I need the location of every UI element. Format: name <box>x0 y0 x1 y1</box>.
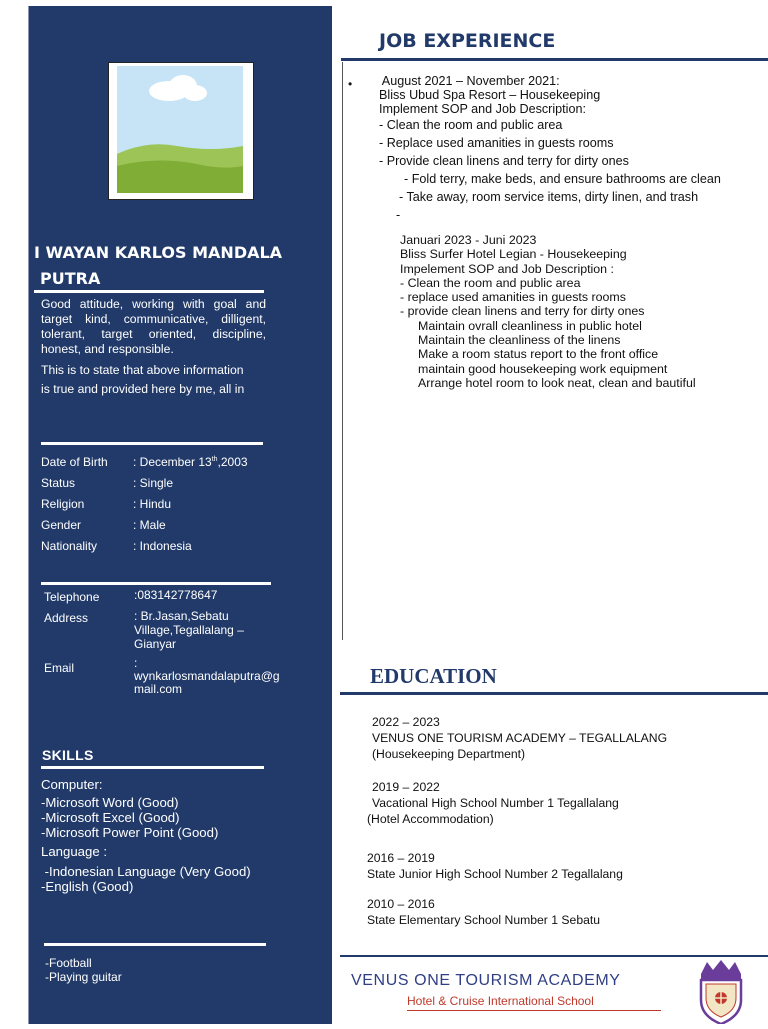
hobbies-divider <box>44 943 266 946</box>
job-duty: Maintain the cleanliness of the linens <box>418 333 621 348</box>
name-line-2: PUTRA <box>40 269 101 288</box>
skill-item: -Microsoft Excel (Good) <box>41 810 180 825</box>
job-duty: - provide clean linens and terry for dirty ones <box>400 304 645 319</box>
education-entry <box>367 896 600 928</box>
contact-divider <box>41 582 271 585</box>
dob-value: : December 13th,2003 <box>133 455 248 469</box>
job-entry-1 <box>379 74 759 222</box>
name-line-1: I WAYAN KARLOS MANDALA <box>34 243 283 262</box>
job-duty: - replace used amanities in guests rooms <box>400 290 626 305</box>
skills-list <box>41 777 281 894</box>
hobby-item: -Football <box>45 956 92 970</box>
address-value: : Br.Jasan,Sebatu Village,Tegallalang – Gianyar <box>134 609 244 651</box>
nationality-label: Nationality <box>41 539 98 553</box>
nationality-value: : Indonesia <box>133 539 192 553</box>
gender-label: Gender <box>41 518 82 532</box>
education-note: (Housekeeping Department) <box>372 747 526 761</box>
job-company: Bliss Ubud Spa Resort – Housekeeping <box>379 88 601 102</box>
job-bullet: • <box>348 77 353 91</box>
job-sop-heading: Impelement SOP and Job Description : <box>400 261 614 276</box>
footer-rule <box>340 955 768 957</box>
job-duty: - Replace used amanities in guests rooms <box>379 136 614 150</box>
job-entry-2 <box>400 233 760 390</box>
status-label: Status <box>41 476 76 490</box>
education-heading: EDUCATION <box>370 664 497 688</box>
job-sop-heading: Implement SOP and Job Description: <box>379 102 586 116</box>
statement-line-1: This is to state that above information <box>41 363 244 377</box>
telephone-value: :083142778647 <box>134 588 218 602</box>
hobbies-list <box>45 956 122 984</box>
education-school: State Junior High School Number 2 Tegallalang <box>367 867 623 881</box>
statement-line-2: is true and provided here by me, all in <box>41 382 245 396</box>
academy-name: VENUS ONE TOURISM ACADEMY <box>351 972 621 989</box>
job-duty: Make a room status report to the front office <box>418 347 659 362</box>
address-label: Address <box>44 611 89 625</box>
skill-item: -Microsoft Word (Good) <box>41 795 179 810</box>
education-school: VENUS ONE TOURISM ACADEMY – TEGALLALANG <box>372 731 668 745</box>
skill-item: -English (Good) <box>41 879 134 894</box>
job-duty: - Take away, room service items, dirty linen, and trash <box>399 190 699 204</box>
skills-divider <box>41 766 264 769</box>
job-heading-rule <box>341 58 768 61</box>
education-entry <box>367 850 623 882</box>
academy-underline <box>407 1010 661 1011</box>
job-duty: - Clean the room and public area <box>400 275 581 290</box>
telephone-label: Telephone <box>44 590 100 604</box>
profile-photo-placeholder <box>117 66 243 193</box>
job-duty: maintain good housekeeping work equipment <box>418 361 668 376</box>
education-entry <box>367 779 619 827</box>
education-school: Vacational High School Number 1 Tegallalang <box>372 796 619 810</box>
email-label: Email <box>44 661 75 675</box>
skill-item: -Indonesian Language (Very Good) <box>41 864 251 879</box>
status-value: : Single <box>133 476 174 490</box>
education-heading-rule <box>340 692 768 695</box>
personal-divider <box>41 442 263 445</box>
profile-summary: Good attitude, working with goal and target kind, communicative, dilligent, tolerant, target oriented, discipline, honest, and responsible. <box>41 297 266 356</box>
email-value: : wynkarlosmandalaputra@g mail.com <box>134 656 280 696</box>
job-duty: Arrange hotel room to look neat, clean and bautiful <box>418 375 696 390</box>
skill-item: -Microsoft Power Point (Good) <box>41 825 219 840</box>
education-note: (Hotel Accommodation) <box>367 812 494 826</box>
skill-item: Computer: <box>41 777 103 792</box>
job-duty: - Provide clean linens and terry for dirty ones <box>379 154 629 168</box>
academy-crest-icon <box>693 958 749 1024</box>
academy-subtitle: Hotel & Cruise International School <box>407 994 594 1008</box>
job-duty: - <box>396 208 401 222</box>
job-section-vertical-line <box>342 62 343 640</box>
statement <box>41 363 281 397</box>
job-duty: - Clean the room and public area <box>379 118 563 132</box>
job-period: Januari 2023 - Juni 2023 <box>400 233 537 247</box>
religion-label: Religion <box>41 497 85 511</box>
dob-label: Date of Birth <box>41 455 108 469</box>
job-duty: Maintain ovrall cleanliness in public hotel <box>418 318 642 333</box>
full-name <box>34 240 294 292</box>
gender-value: : Male <box>133 518 166 532</box>
job-period: August 2021 – November 2021: <box>379 74 560 88</box>
skill-item: Language : <box>41 844 108 859</box>
education-years: 2016 – 2019 <box>367 851 435 865</box>
name-divider <box>34 290 264 293</box>
education-years: 2022 – 2023 <box>372 715 440 729</box>
landscape-image-icon <box>117 66 243 193</box>
education-years: 2019 – 2022 <box>372 780 440 794</box>
hobby-item: -Playing guitar <box>45 970 122 984</box>
job-experience-heading: JOB EXPERIENCE <box>379 30 556 52</box>
job-company: Bliss Surfer Hotel Legian - Housekeeping <box>400 247 627 262</box>
job-duty: - Fold terry, make beds, and ensure bathrooms are clean <box>404 172 721 186</box>
religion-value: : Hindu <box>133 497 172 511</box>
skills-heading: SKILLS <box>42 747 94 763</box>
education-entry <box>372 714 667 762</box>
education-years: 2010 – 2016 <box>367 897 435 911</box>
education-school: State Elementary School Number 1 Sebatu <box>367 913 601 927</box>
